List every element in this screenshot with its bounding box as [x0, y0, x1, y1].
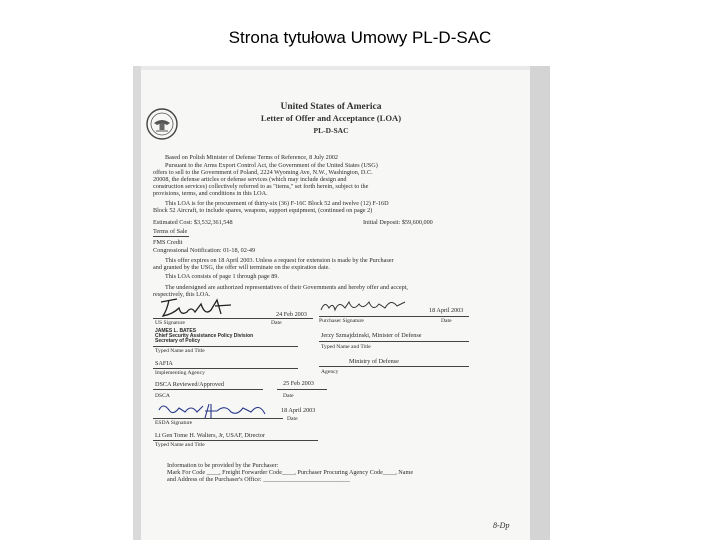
esda-typed-name: Lt Gen Tome H. Walters, Jr, USAF, Director — [155, 432, 265, 439]
estimated-cost: Estimated Cost: $3,532,361,548 — [153, 219, 233, 226]
date-label: Date — [287, 416, 298, 422]
page-mark: 8-Dp — [493, 521, 510, 530]
date-label: Date — [441, 318, 452, 324]
agency-line — [319, 366, 469, 367]
pages-note: This LOA consists of page 1 through page 89. — [165, 273, 279, 280]
us-seal-icon — [146, 108, 178, 140]
scan-shadow-left — [133, 66, 141, 540]
esda-signature-line — [153, 418, 283, 419]
purchaser-signature-label: Purchaser Signature — [319, 318, 364, 324]
agency-line — [153, 368, 298, 369]
esda-signature-label: ESDA Signature — [155, 420, 193, 426]
case-id: PL-D-SAC — [313, 126, 349, 135]
slide-title: Strona tytułowa Umowy PL-D-SAC — [228, 28, 492, 47]
purchaser-info-line: Mark For Code ____, Freight Forwarder Code____, Purchaser Procuring Agency Code____, Name — [167, 469, 414, 476]
purchaser-typed-name: Jerzy Szmajdzinski, Minister of Defense — [321, 332, 422, 339]
preamble-line: 20008, the defense articles or defense services (which may include design and — [153, 176, 347, 183]
typed-name-line — [319, 341, 469, 342]
date-label: Date — [271, 320, 282, 326]
ministry-of-defense: Ministry of Defense — [349, 358, 399, 365]
fms-credit: FMS Credit — [153, 239, 183, 246]
authorization-line: The undersigned are authorized representatives of their Governments and hereby offer and accept, — [165, 284, 408, 291]
us-typed-name: JAMES L. BATES — [155, 328, 197, 334]
dsca-line — [153, 389, 263, 390]
esda-typed-label: Typed Name and Title — [155, 442, 205, 448]
procurement-line: This LOA is for the procurement of thirty-six (36) F-16C Block 52 and twelve (12) F-16D — [165, 200, 389, 207]
based-on-line: Based on Polish Minister of Defense Terms of Reference, 8 July 2002 — [165, 154, 339, 161]
typed-name-label: Typed Name and Title — [155, 348, 205, 354]
preamble-line: Pursuant to the Arms Export Control Act, the Government of the United States (USG) — [165, 162, 378, 169]
scan-shadow-right — [530, 66, 550, 540]
dsca-reviewed-label: DSCA Reviewed/Approved — [155, 381, 224, 388]
purchaser-typed-label: Typed Name and Title — [321, 344, 371, 350]
agency-label: Agency — [321, 369, 339, 375]
terms-of-sale: Terms of Sale — [153, 228, 188, 235]
purchaser-signature-scribble — [319, 296, 409, 316]
implementing-agency-label: Implementing Agency — [155, 370, 205, 376]
purchaser-signature-date: 18 April 2003 — [429, 307, 464, 314]
preamble-line: offers to sell to the Government of Poland, 2224 Wyoming Ave, N.W., Washington, D.C. — [153, 169, 373, 176]
purchaser-info-line: Information to be provided by the Purchaser: — [167, 462, 279, 469]
typed-name-line — [153, 346, 298, 347]
us-typed-title: Chief Security Assistance Policy Division — [155, 333, 254, 339]
dsca-date: 25 Feb 2003 — [283, 380, 314, 387]
dsca-date-line — [277, 389, 327, 390]
loa-document-page — [141, 70, 530, 540]
us-signature-label: US Signature — [155, 320, 185, 326]
purchaser-info-line: and Address of the Purchaser's Office: ____________________________ — [167, 476, 350, 483]
header-line2: Letter of Offer and Acceptance (LOA) — [260, 113, 402, 123]
dsca-label: DSCA — [155, 393, 170, 399]
header-line1: United States of America — [280, 102, 382, 112]
us-signature-date: 24 Feb 2003 — [276, 311, 307, 318]
us-typed-title: Secretary of Policy — [155, 338, 201, 344]
esda-date: 18 April 2003 — [281, 407, 316, 414]
expiry-line: and granted by the USG, the offer will terminate on the expiration date. — [153, 264, 330, 271]
safia-label: SAFIA — [155, 360, 173, 367]
congressional-notification: Congressional Notification: 01-18, 02-49 — [153, 247, 256, 254]
date-label: Date — [283, 393, 294, 399]
expiry-line: This offer expires on 18 April 2003. Unless a request for extension is made by the Purchaser — [165, 257, 394, 264]
us-signature-scribble — [157, 294, 237, 320]
underline — [153, 236, 189, 237]
preamble-line: construction services) collectively referred to as "items," set forth herein, subject to the — [153, 183, 369, 190]
signature-line — [319, 316, 469, 317]
initial-deposit: Initial Deposit: $59,600,000 — [363, 219, 433, 226]
preamble-line: provisions, terms, and conditions in this LOA. — [153, 190, 268, 197]
typed-name-line — [153, 440, 318, 441]
procurement-line: Block 52 Aircraft, to include spares, weapons, support equipment, (continued on page 2) — [153, 207, 373, 214]
authorization-line: respectively, this LOA. — [153, 291, 211, 298]
